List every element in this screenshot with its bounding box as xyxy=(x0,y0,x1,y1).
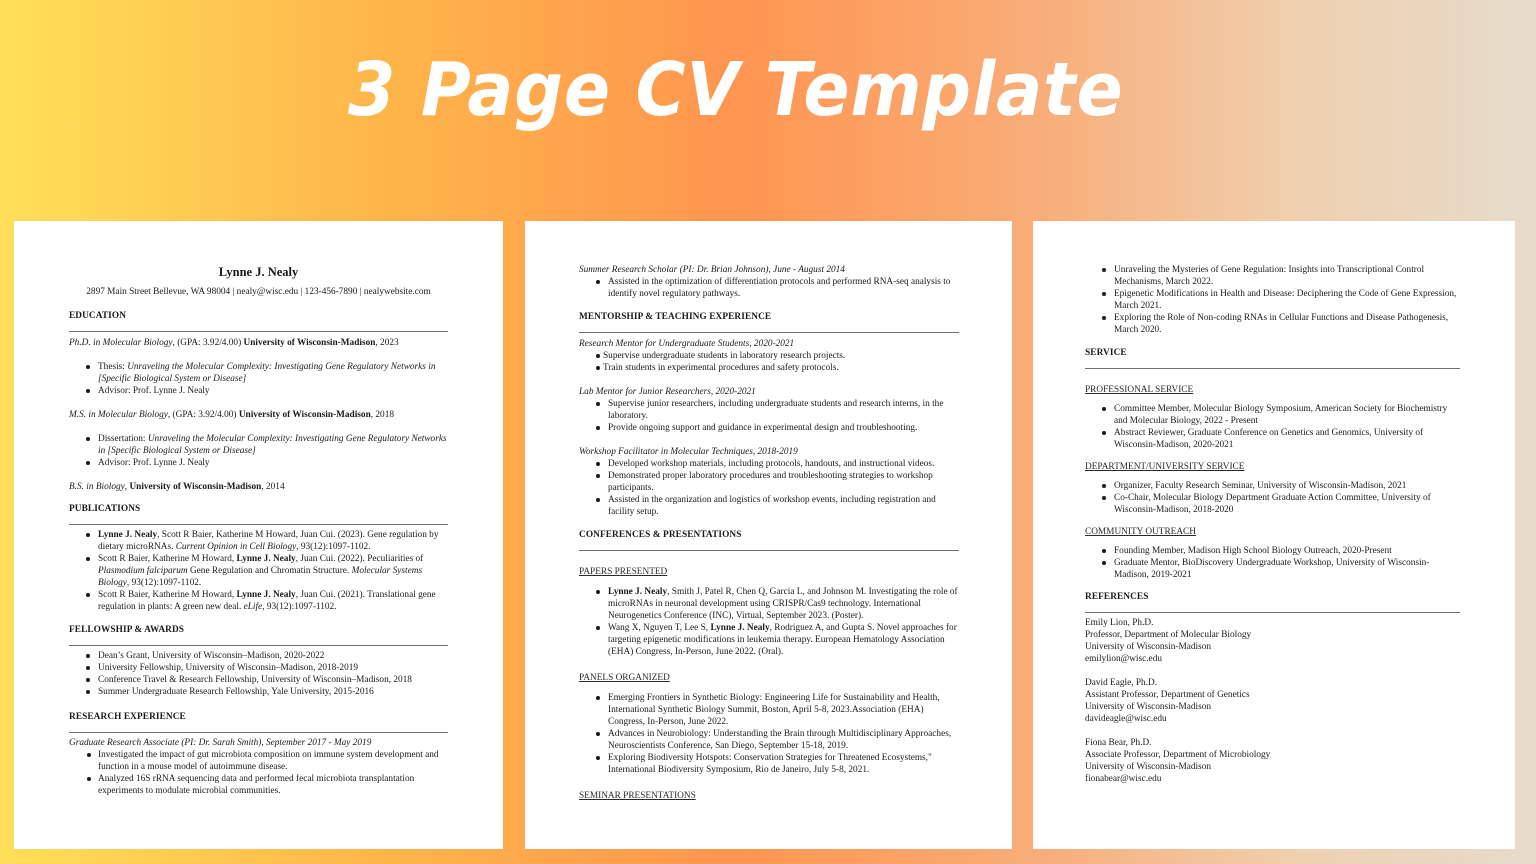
citation-text: , Juan Cui. (2022). Peculiarities of xyxy=(295,554,424,564)
subheading-panels: PANELS ORGANIZED xyxy=(579,673,670,683)
banner-title: 3 Page CV Template xyxy=(348,47,1124,133)
references-section xyxy=(1085,591,1460,785)
list-item: Epigenetic Modifications in Health and Disease: Deciphering the Code of Gene Expression, March 2021. xyxy=(1085,288,1460,312)
professional-service-list xyxy=(1085,403,1460,451)
role-bullets xyxy=(579,276,959,300)
list-item: Supervise undergraduate students in laboratory research projects. xyxy=(579,350,959,362)
list-item: Assisted in the optimization of differentiation protocols and performed RNA-seq analysis to identify novel regulatory pathways. xyxy=(579,276,959,300)
education-ms xyxy=(69,409,448,421)
fellowships-section xyxy=(69,624,448,698)
journal-name: eLife xyxy=(243,602,263,612)
list-item: Graduate Mentor, BioDiscovery Undergraduate Workshop, University of Wisconsin-Madison, 2019-2021 xyxy=(1085,557,1460,581)
papers-list xyxy=(579,586,959,658)
thesis-label: Thesis: xyxy=(98,362,128,372)
degree-gpa: , (GPA: 3.92/4.00) xyxy=(167,410,239,420)
publications-section xyxy=(69,503,448,613)
research-continued xyxy=(579,264,959,300)
section-heading-education: EDUCATION xyxy=(69,311,127,321)
community-outreach-list xyxy=(1085,545,1460,581)
list-item: Supervise junior researchers, including undergraduate students and research interns, in the laboratory. xyxy=(579,398,959,422)
degree-school: University of Wisconsin-Madison xyxy=(238,410,371,420)
phd-details xyxy=(69,361,448,397)
subheading-professional-service: PROFESSIONAL SERVICE xyxy=(1085,385,1194,395)
subheading-community-outreach: COMMUNITY OUTREACH xyxy=(1085,527,1196,537)
reference-email: fionabear@wisc.edu xyxy=(1085,774,1162,784)
list-item: Advisor: Prof. Lynne J. Nealy xyxy=(69,385,448,397)
species-name: Plasmodium falciparum xyxy=(98,566,188,576)
list-item: Exploring the Role of Non-coding RNAs in Cellular Functions and Disease Pathogenesis, March 2020. xyxy=(1085,312,1460,336)
separator: , xyxy=(124,482,130,492)
citation-text: Gene Regulation and Chromatin Structure. xyxy=(187,566,352,576)
list-item: Investigated the impact of gut microbiota composition on immune system development and function in a mouse model of autoimmune disease. xyxy=(69,749,448,773)
reference-org: University of Wisconsin-Madison xyxy=(1085,702,1211,712)
paper-item xyxy=(579,622,959,658)
publication-item xyxy=(69,589,448,613)
fellowship-list xyxy=(69,650,448,698)
list-item: Assisted in the organization and logistics of workshop events, including registration and facility setup. xyxy=(579,494,959,518)
list-item: Summer Undergraduate Research Fellowship, Yale University, 2015-2016 xyxy=(69,686,448,698)
list-item: University Fellowship, University of Wisconsin–Madison, 2018-2019 xyxy=(69,662,448,674)
list-item: Advisor: Prof. Lynne J. Nealy xyxy=(69,457,448,469)
reference-entry xyxy=(1085,737,1460,785)
candidate-name: Lynne J. Nealy xyxy=(218,265,299,279)
citation-authors: Scott R Baier, Katherine M Howard, xyxy=(98,554,237,564)
role-bullets xyxy=(579,398,959,434)
author-highlight: Lynne J. Nealy xyxy=(236,554,296,564)
cv-page-1 xyxy=(14,221,503,849)
role-title: Workshop Facilitator in Molecular Techniques, 2018-2019 xyxy=(579,447,798,457)
degree-title: M.S. in Molecular Biology xyxy=(69,410,168,420)
reference-name: Emily Lion, Ph.D. xyxy=(1085,618,1154,628)
subheading-seminars: SEMINAR PRESENTATIONS xyxy=(579,791,696,801)
citation-text: , Scott R Baier, Katherine M Howard, Juan Cui. (2023). Gene regulation by dietary microRNAs. xyxy=(98,530,439,552)
cv-page-2 xyxy=(525,221,1012,849)
reference-org: University of Wisconsin-Madison xyxy=(1085,642,1211,652)
list-item xyxy=(69,361,448,385)
list-item: Train students in experimental procedures and safety protocols. xyxy=(579,362,959,374)
reference-entry xyxy=(1085,617,1460,665)
list-item: Founding Member, Madison High School Biology Outreach, 2020-Present xyxy=(1085,545,1460,557)
author-highlight: Lynne J. Nealy xyxy=(710,623,770,633)
paper-item xyxy=(579,586,959,622)
degree-year: , 2018 xyxy=(370,410,394,420)
reference-name: Fiona Bear, Ph.D. xyxy=(1085,738,1152,748)
seminars-continued xyxy=(1085,264,1460,336)
section-heading-research: RESEARCH EXPERIENCE xyxy=(69,712,186,722)
role-bullets xyxy=(579,350,959,374)
reference-title: Professor, Department of Molecular Biology xyxy=(1085,630,1252,640)
reference-name: David Eagle, Ph.D. xyxy=(1085,678,1158,688)
reference-org: University of Wisconsin-Madison xyxy=(1085,762,1211,772)
degree-title: B.S. in Biology xyxy=(69,482,125,492)
author-highlight: Lynne J. Nealy xyxy=(236,590,296,600)
list-item: Developed workshop materials, including protocols, handouts, and instructional videos. xyxy=(579,458,959,470)
education-section xyxy=(69,310,448,493)
reference-entry xyxy=(1085,677,1460,725)
role-title: Lab Mentor for Junior Researchers, 2020-2021 xyxy=(579,387,756,397)
list-item: Organizer, Faculty Research Seminar, University of Wisconsin-Madison, 2021 xyxy=(1085,480,1460,492)
section-divider xyxy=(1085,612,1460,613)
section-divider xyxy=(69,331,448,332)
degree-year: , 2023 xyxy=(375,338,399,348)
list-item: Demonstrated proper laboratory procedures and troubleshooting strategies to workshop participants. xyxy=(579,470,959,494)
section-divider xyxy=(69,645,448,646)
reference-title: Associate Professor, Department of Microbiology xyxy=(1085,750,1271,760)
section-heading-conferences: CONFERENCES & PRESENTATIONS xyxy=(579,530,742,540)
department-service-list xyxy=(1085,480,1460,516)
role-title: Summer Research Scholar (PI: Dr. Brian Johnson), June - August 2014 xyxy=(579,265,845,275)
role-title: Research Mentor for Undergraduate Students, 2020-2021 xyxy=(579,339,795,349)
conferences-section xyxy=(579,529,959,802)
seminar-list xyxy=(1085,264,1460,336)
citation-volume: , 93(12):1097-1102. xyxy=(296,542,371,552)
publication-item xyxy=(69,553,448,589)
dissertation-title: Unraveling the Molecular Complexity: Investigating Gene Regulatory Networks in [Specific Biological System or Disease] xyxy=(98,434,447,456)
list-item: Analyzed 16S rRNA sequencing data and performed fecal microbiota transplantation experiments to modulate microbial communities. xyxy=(69,773,448,797)
citation-volume: , 93(12):1097-1102. xyxy=(126,578,202,588)
role-title: Graduate Research Associate (PI: Dr. Sarah Smith), September 2017 - May 2019 xyxy=(69,738,372,748)
reference-email: emilylion@wisc.edu xyxy=(1085,654,1162,664)
dissertation-label: Dissertation: xyxy=(98,434,148,444)
thesis-title: Unraveling the Molecular Complexity: Investigating Gene Regulatory Networks in [Specific Biological System or Disease] xyxy=(98,362,436,384)
degree-school: University of Wisconsin-Madison xyxy=(243,338,376,348)
section-divider xyxy=(579,332,959,333)
list-item: Emerging Frontiers in Synthetic Biology: Engineering Life for Sustainability and Health, International Synthetic Biology Summit, Boston, April 5-8, 2023.Association (EHA) Congress, In-Person, June 2022. xyxy=(579,692,959,728)
section-heading-references: REFERENCES xyxy=(1085,592,1149,602)
degree-year: , 2014 xyxy=(261,482,285,492)
section-divider xyxy=(1085,368,1460,369)
list-item: Provide ongoing support and guidance in experimental design and troubleshooting. xyxy=(579,422,959,434)
cv-page-3 xyxy=(1033,221,1515,849)
citation-text: , Juan Cui. (2021). Translational gene regulation in plants: A green new deal. xyxy=(98,590,436,612)
author-highlight: Lynne J. Nealy xyxy=(608,587,668,597)
citation-text: , Rodriguez A, and Gupta S. Novel approaches for targeting epigenetic modifications in leukemia therapy. European Hematology Association (EHA) Congress, In-Person, June 2022. (Oral). xyxy=(608,623,957,657)
ms-details xyxy=(69,433,448,469)
section-heading-service: SERVICE xyxy=(1085,348,1127,358)
citation-authors: Wang X, Nguyen T, Lee S, xyxy=(608,623,711,633)
list-item: Advances in Neurobiology: Understanding the Brain through Multidisciplinary Approaches, Neuroscientists Conference, San Diego, September 15-18, 2019. xyxy=(579,728,959,752)
list-item: Exploring Biodiversity Hotspots: Conservation Strategies for Threatened Ecosystems," International Biodiversity Symposium, Rio de Janeiro, July 5-8, 2021. xyxy=(579,752,959,776)
education-bs xyxy=(69,481,448,493)
section-heading-fellowships: FELLOWSHIP & AWARDS xyxy=(69,625,185,635)
list-item xyxy=(69,433,448,457)
education-phd xyxy=(69,337,448,349)
section-divider xyxy=(579,550,959,551)
degree-gpa: , (GPA: 3.92/4.00) xyxy=(172,338,244,348)
panels-list xyxy=(579,692,959,776)
list-item: Dean’s Grant, University of Wisconsin–Madison, 2020-2022 xyxy=(69,650,448,662)
subheading-papers: PAPERS PRESENTED xyxy=(579,567,668,577)
list-item: Abstract Reviewer, Graduate Conference on Genetics and Genomics, University of Wisconsin-Madison, 2020-2021 xyxy=(1085,427,1460,451)
section-divider xyxy=(69,524,448,525)
section-heading-publications: PUBLICATIONS xyxy=(69,504,141,514)
author-highlight: Lynne J. Nealy xyxy=(98,530,158,540)
contact-line: 2897 Main Street Bellevue, WA 98004 | nealy@wisc.edu | 123-456-7890 | nealywebsite.com xyxy=(86,287,431,297)
list-item: Co-Chair, Molecular Biology Department Graduate Action Committee, University of Wisconsin-Madison, 2018-2020 xyxy=(1085,492,1460,516)
citation-volume: , 93(12):1097-1102. xyxy=(262,602,337,612)
service-section xyxy=(1085,347,1460,581)
citation-authors: Scott R Baier, Katherine M Howard, xyxy=(98,590,237,600)
cv-header xyxy=(69,264,448,298)
subheading-department-service: DEPARTMENT/UNIVERSITY SERVICE xyxy=(1085,462,1245,472)
list-item: Unraveling the Mysteries of Gene Regulation: Insights into Transcriptional Control Mechanisms, March 2022. xyxy=(1085,264,1460,288)
publication-item xyxy=(69,529,448,553)
section-heading-mentorship: MENTORSHIP & TEACHING EXPERIENCE xyxy=(579,312,772,322)
reference-title: Assistant Professor, Department of Genetics xyxy=(1085,690,1250,700)
list-item: Conference Travel & Research Fellowship, University of Wisconsin–Madison, 2018 xyxy=(69,674,448,686)
publication-list xyxy=(69,529,448,613)
journal-name: Current Opinion in Cell Biology xyxy=(175,542,297,552)
degree-title: Ph.D. in Molecular Biology xyxy=(69,338,173,348)
citation-text: , Smith J, Patel R, Chen Q, Garcia L, and Johnson M. Investigating the role of microRNAs in neuronal development using CRISPR/Cas9 technology. International Neurogenetics Conference (INC), Virtual, September 2023. (Poster). xyxy=(608,587,958,621)
reference-email: davideagle@wisc.edu xyxy=(1085,714,1167,724)
mentorship-section xyxy=(579,311,959,518)
research-section xyxy=(69,711,448,797)
role-bullets xyxy=(579,458,959,518)
section-divider xyxy=(69,732,448,733)
degree-school: University of Wisconsin-Madison xyxy=(129,482,262,492)
role-bullets xyxy=(69,749,448,797)
journal-name: Molecular Systems Biology xyxy=(98,566,423,588)
list-item: Committee Member, Molecular Biology Symposium, American Society for Biochemistry and Molecular Biology, 2022 - Present xyxy=(1085,403,1460,427)
